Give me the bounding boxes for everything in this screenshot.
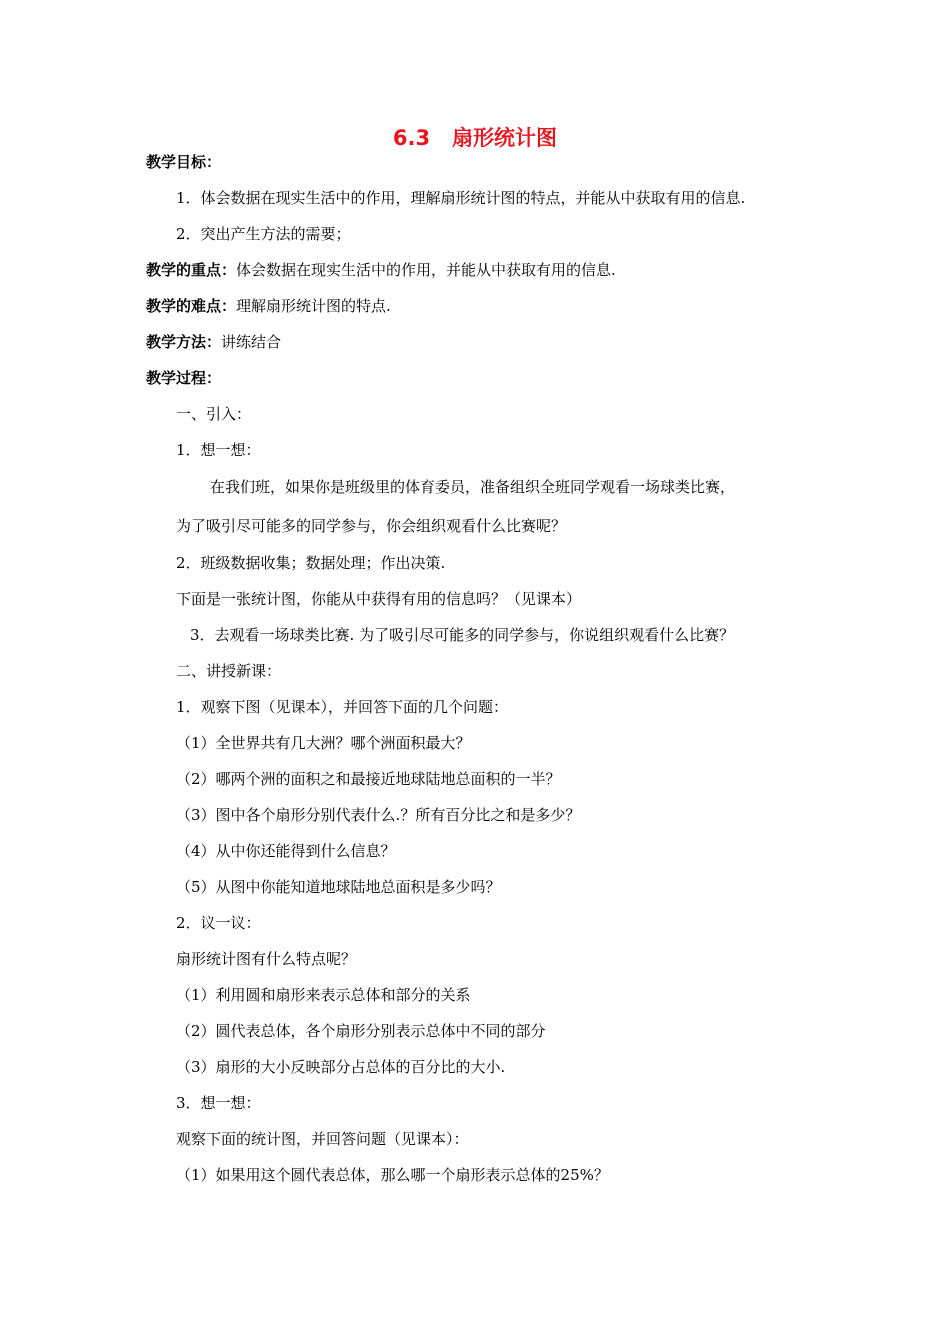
method-label: 教学方法： [146, 333, 222, 351]
item-3: 3．去观看一场球类比赛. 为了吸引尽可能多的同学参与，你说组织观看什么比赛？ [190, 626, 735, 644]
think-item-1: 1．想一想： [176, 441, 261, 459]
think-item-3: 3．想一想： [176, 1094, 261, 1112]
method-text: 讲练结合 [221, 333, 282, 351]
feature-question: 扇形统计图有什么特点呢？ [176, 950, 357, 968]
observe-item-2: 观察下面的统计图，并回答问题（见课本）： [176, 1130, 469, 1148]
objectives-heading: 教学目标： [146, 153, 222, 171]
objective-2: 2．突出产生方法的需要； [176, 225, 351, 243]
document-title: 6.3 扇形统计图 [392, 126, 558, 150]
key-point-text: 体会数据在现实生活中的作用，并能从中获取有用的信息. [236, 261, 616, 279]
item-2: 2．班级数据收集；数据处理；作出决策. [176, 554, 446, 572]
problem-1: （1）如果用这个圆代表总体，那么哪一个扇形表示总体的25%？ [176, 1166, 609, 1184]
question-2: （2）哪两个洲的面积之和最接近地球陆地总面积的一半？ [176, 770, 561, 788]
discuss-item: 2．议一议： [176, 914, 261, 932]
objective-1: 1．体会数据在现实生活中的作用，理解扇形统计图的特点，并能从中获取有用的信息. [176, 189, 746, 207]
key-point-label: 教学的重点： [146, 261, 237, 279]
process-heading: 教学过程： [146, 369, 222, 387]
key-point [146, 260, 616, 280]
question-5: （5）从图中你能知道地球陆地总面积是多少吗？ [176, 878, 501, 896]
observe-item-1: 1．观察下图（见课本），并回答下面的几个问题： [176, 698, 509, 716]
section-intro: 一、引入： [176, 405, 252, 423]
feature-3: （3）扇形的大小反映部分占总体的百分比的大小. [176, 1058, 506, 1076]
feature-2: （2）圆代表总体，各个扇形分别表示总体中不同的部分 [176, 1022, 546, 1040]
chart-question: 下面是一张统计图，你能从中获得有用的信息吗？（见课本） [176, 590, 582, 608]
question-4: （4）从中你还能得到什么信息？ [176, 842, 396, 860]
section-new-lesson: 二、讲授新课： [176, 662, 282, 680]
feature-1: （1）利用圆和扇形来表示总体和部分的关系 [176, 986, 471, 1004]
difficulty [146, 296, 391, 316]
difficulty-label: 教学的难点： [146, 297, 237, 315]
question-3: （3）图中各个扇形分别代表什么.？所有百分比之和是多少？ [176, 806, 581, 824]
difficulty-text: 理解扇形统计图的特点. [236, 297, 391, 315]
method [146, 332, 281, 352]
paragraph-1b: 为了吸引尽可能多的同学参与，你会组织观看什么比赛呢？ [176, 517, 567, 535]
paragraph-1a: 在我们班，如果你是班级里的体育委员，准备组织全班同学观看一场球类比赛， [210, 478, 736, 496]
question-1: （1）全世界共有几大洲？哪个洲面积最大？ [176, 734, 471, 752]
